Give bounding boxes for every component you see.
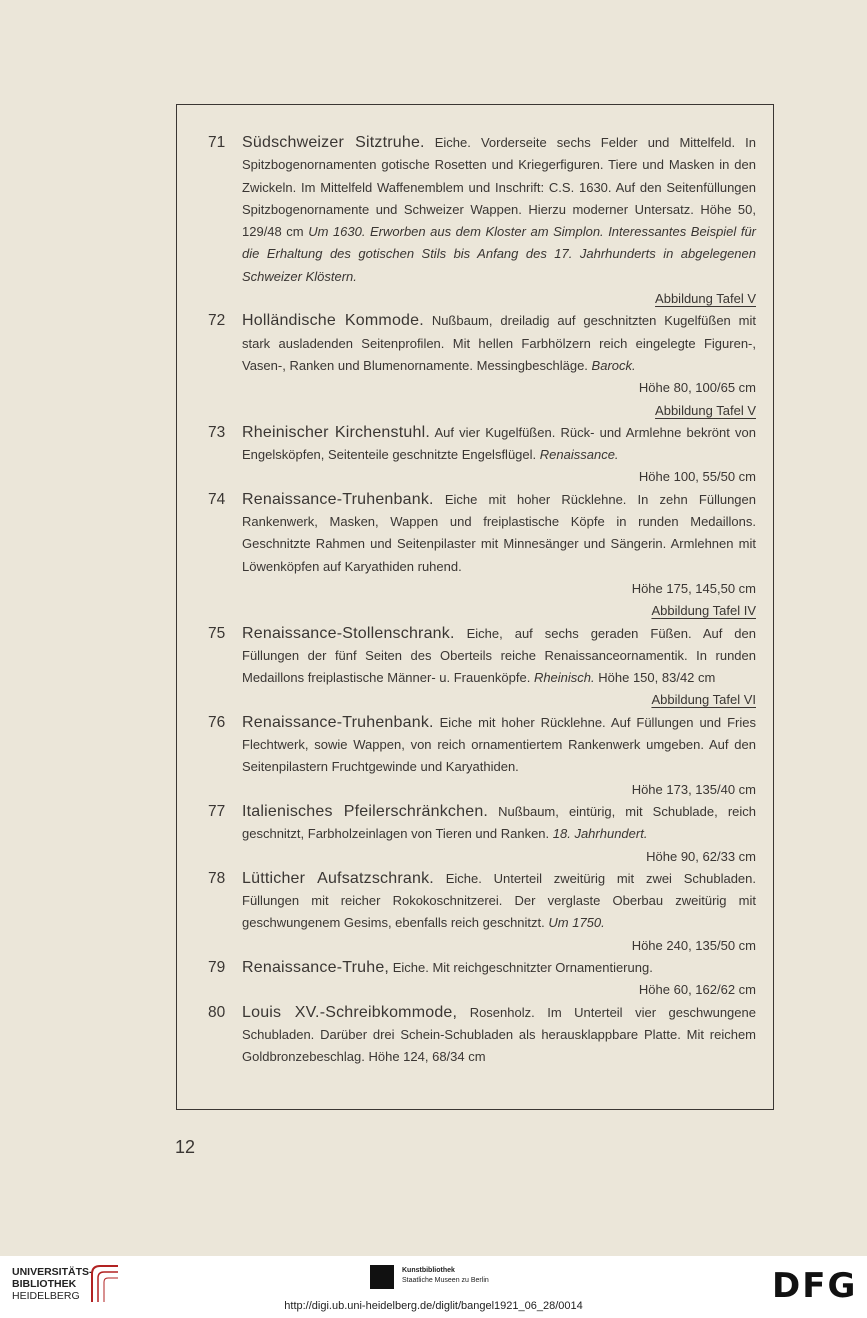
entry-number: 78 xyxy=(208,869,226,887)
entry-note: Barock. xyxy=(591,357,636,373)
catalog-entry-80 xyxy=(208,1002,756,1069)
entry-title: Südschweizer Sitztruhe. xyxy=(242,134,425,151)
catalog-entry-71 xyxy=(208,132,756,310)
entry-size: Höhe 60, 162/62 cm xyxy=(638,982,756,998)
entry-size: Höhe 90, 62/33 cm xyxy=(646,848,756,864)
page-number: 12 xyxy=(175,1137,196,1157)
entry-description: Nußbaum, dreiladig auf geschnitzten Kugelfüßen mit stark ausladenden Seitenprofilen. Mit hellen Farbhölzern reich eingelegte Figuren-, Vasen-, Ranken und Blumenornamente. Messingbeschläge. xyxy=(242,313,756,373)
entry-title: Renaissance-Truhenbank. xyxy=(242,490,434,508)
entry-number: 73 xyxy=(208,423,226,441)
entry-description: Rosenholz. Im Unterteil vier geschwungene Schubladen. Darüber drei Schein-Schubladen als herausklappbare Platte. Mit reichem Goldbronzebeschlag. xyxy=(242,1004,756,1065)
entry-note: Rheinisch. xyxy=(533,670,595,686)
entry-note: Renaissance. xyxy=(539,447,619,463)
entry-title: Renaissance-Stollenschrank. xyxy=(242,624,455,642)
entry-title: Renaissance-Truhe, xyxy=(242,958,390,976)
entry-size: Höhe 240, 135/50 cm xyxy=(631,937,756,953)
kb-subtitle: Staatliche Museen zu Berlin xyxy=(402,1277,489,1284)
entry-size: Höhe 50, 129/48 cm xyxy=(242,201,756,240)
entry-description: Auf vier Kugelfüßen. Rück- und Armlehne bekrönt von Engelsköpfen, Seitenteile geschnitzte Engelsflügel. xyxy=(242,424,757,463)
entry-description: Eiche. Unterteil zweitürig mit zwei Schubladen. Füllungen mit reicher Rokokoschnitzerei. Der verglaste Oberbau zweitürig mit geschwungenem Gesims, ebenfalls reich geschnitzt. xyxy=(242,870,756,931)
catalog-entry-72 xyxy=(208,310,756,421)
entry-reference: Abbildung Tafel VI xyxy=(651,692,756,708)
ub-logo-icon xyxy=(88,1262,122,1304)
entry-description: Eiche mit hoher Rücklehne. Auf Füllungen und Fries Flechtwerk, sowie Wappen, von reich ornamentiertem Rankenwerk umgeben. Auf den Seitenpilastern Fruchtgewinde und Karyathiden. xyxy=(242,714,756,775)
entry-reference: Abbildung Tafel IV xyxy=(651,603,756,619)
entry-number: 75 xyxy=(208,624,226,642)
entry-size: Höhe 150, 83/42 cm xyxy=(598,670,716,686)
entry-note: 18. Jahrhundert. xyxy=(552,826,648,842)
entry-reference: Abbildung Tafel V xyxy=(655,291,756,307)
entry-size: Höhe 173, 135/40 cm xyxy=(631,781,756,797)
entry-reference: Abbildung Tafel V xyxy=(655,402,756,418)
entry-number: 76 xyxy=(208,713,226,731)
entry-number: 80 xyxy=(208,1003,226,1021)
catalog-entries xyxy=(208,132,756,1068)
entry-size: Höhe 100, 55/50 cm xyxy=(638,469,756,485)
entry-title: Holländische Kommode. xyxy=(242,312,424,330)
entry-size: Höhe 124, 68/34 cm xyxy=(368,1049,486,1065)
entry-number: 79 xyxy=(208,958,226,976)
ub-heidelberg-logo[interactable] xyxy=(12,1266,93,1302)
entry-title: Rheinischer Kirchenstuhl. xyxy=(242,423,430,441)
catalog-entry-79 xyxy=(208,957,756,1002)
entry-title: Italienisches Pfeilerschränkchen. xyxy=(242,802,489,820)
entry-number: 72 xyxy=(208,312,226,330)
entry-note: Um 1750. xyxy=(548,915,605,931)
catalog-entry-76 xyxy=(208,712,756,801)
catalog-entry-74 xyxy=(208,489,756,623)
catalog-entry-75 xyxy=(208,623,756,712)
entry-description: Nußbaum, eintürig, mit Schublade, reich geschnitzt, Farbholzeinlagen von Tieren und Ranken. xyxy=(242,803,756,842)
entry-number: 71 xyxy=(208,134,226,151)
entry-title: Louis XV.-Schreibkommode, xyxy=(242,1003,458,1021)
entry-title: Renaissance-Truhenbank. xyxy=(242,713,434,731)
ub-logo-line3: HEIDELBERG xyxy=(12,1290,80,1302)
entry-title: Lütticher Aufsatzschrank. xyxy=(242,869,434,887)
entry-description: Eiche. Mit reichgeschnitzter Ornamentierung. xyxy=(392,959,653,975)
catalog-entry-78 xyxy=(208,868,756,957)
kunstbibliothek-icon xyxy=(370,1265,394,1289)
dfg-logo[interactable]: DFG xyxy=(772,1266,858,1306)
entry-size: Höhe 175, 145,50 cm xyxy=(631,580,756,596)
kb-title: Kunstbibliothek xyxy=(402,1267,455,1274)
entry-description: Eiche mit hoher Rücklehne. In zehn Füllungen Rankenwerk, Masken, Wappen und freiplastische Köpfe in runden Medaillons. Geschnitzte Rahmen und Seitenpilaster mit Minnesänger und Sängerin. Armlehnen mit Löwenköpfen auf Karyathiden ruhend. xyxy=(242,491,756,574)
ub-logo-line2: BIBLIOTHEK xyxy=(12,1278,77,1290)
permalink-url[interactable]: http://digi.ub.uni-heidelberg.de/diglit/bangel1921_06_28/0014 xyxy=(284,1300,583,1312)
entry-number: 74 xyxy=(208,490,226,508)
catalog-entry-73 xyxy=(208,422,756,489)
entry-description: Eiche, auf sechs geraden Füßen. Auf den Füllungen der fünf Seiten des Oberteils reiche Renaissanceornamentik. In runden Medaillons freiplastische Männer- u. Frauenköpfe. xyxy=(242,625,756,686)
entry-size: Höhe 80, 100/65 cm xyxy=(638,380,756,396)
catalog-entry-77 xyxy=(208,801,756,868)
ub-logo-line1: UNIVERSITÄTS- xyxy=(12,1266,93,1278)
entry-note: Um 1630. Erworben aus dem Kloster am Simplon. Interessantes Beispiel für die Erhaltung des gotischen Stils bis Anfang des 17. Jahrhunderts in abgelegenen Schweizer Klöstern. xyxy=(242,224,757,284)
digitization-footer xyxy=(0,1256,867,1318)
entry-description: Eiche. Vorderseite sechs Felder und Mittelfeld. In Spitzbogenornamenten gotische Rosetten und Kriegerfiguren. Tiere und Masken in den Zwickeln. Im Mittelfeld Waffenemblem und Inschrift: C.S. 1630. Auf den Seitenfüllungen Spitzbogenornamente und Schweizer Wappen. Hierzu moderner Untersatz. xyxy=(242,135,756,217)
entry-number: 77 xyxy=(208,802,226,820)
